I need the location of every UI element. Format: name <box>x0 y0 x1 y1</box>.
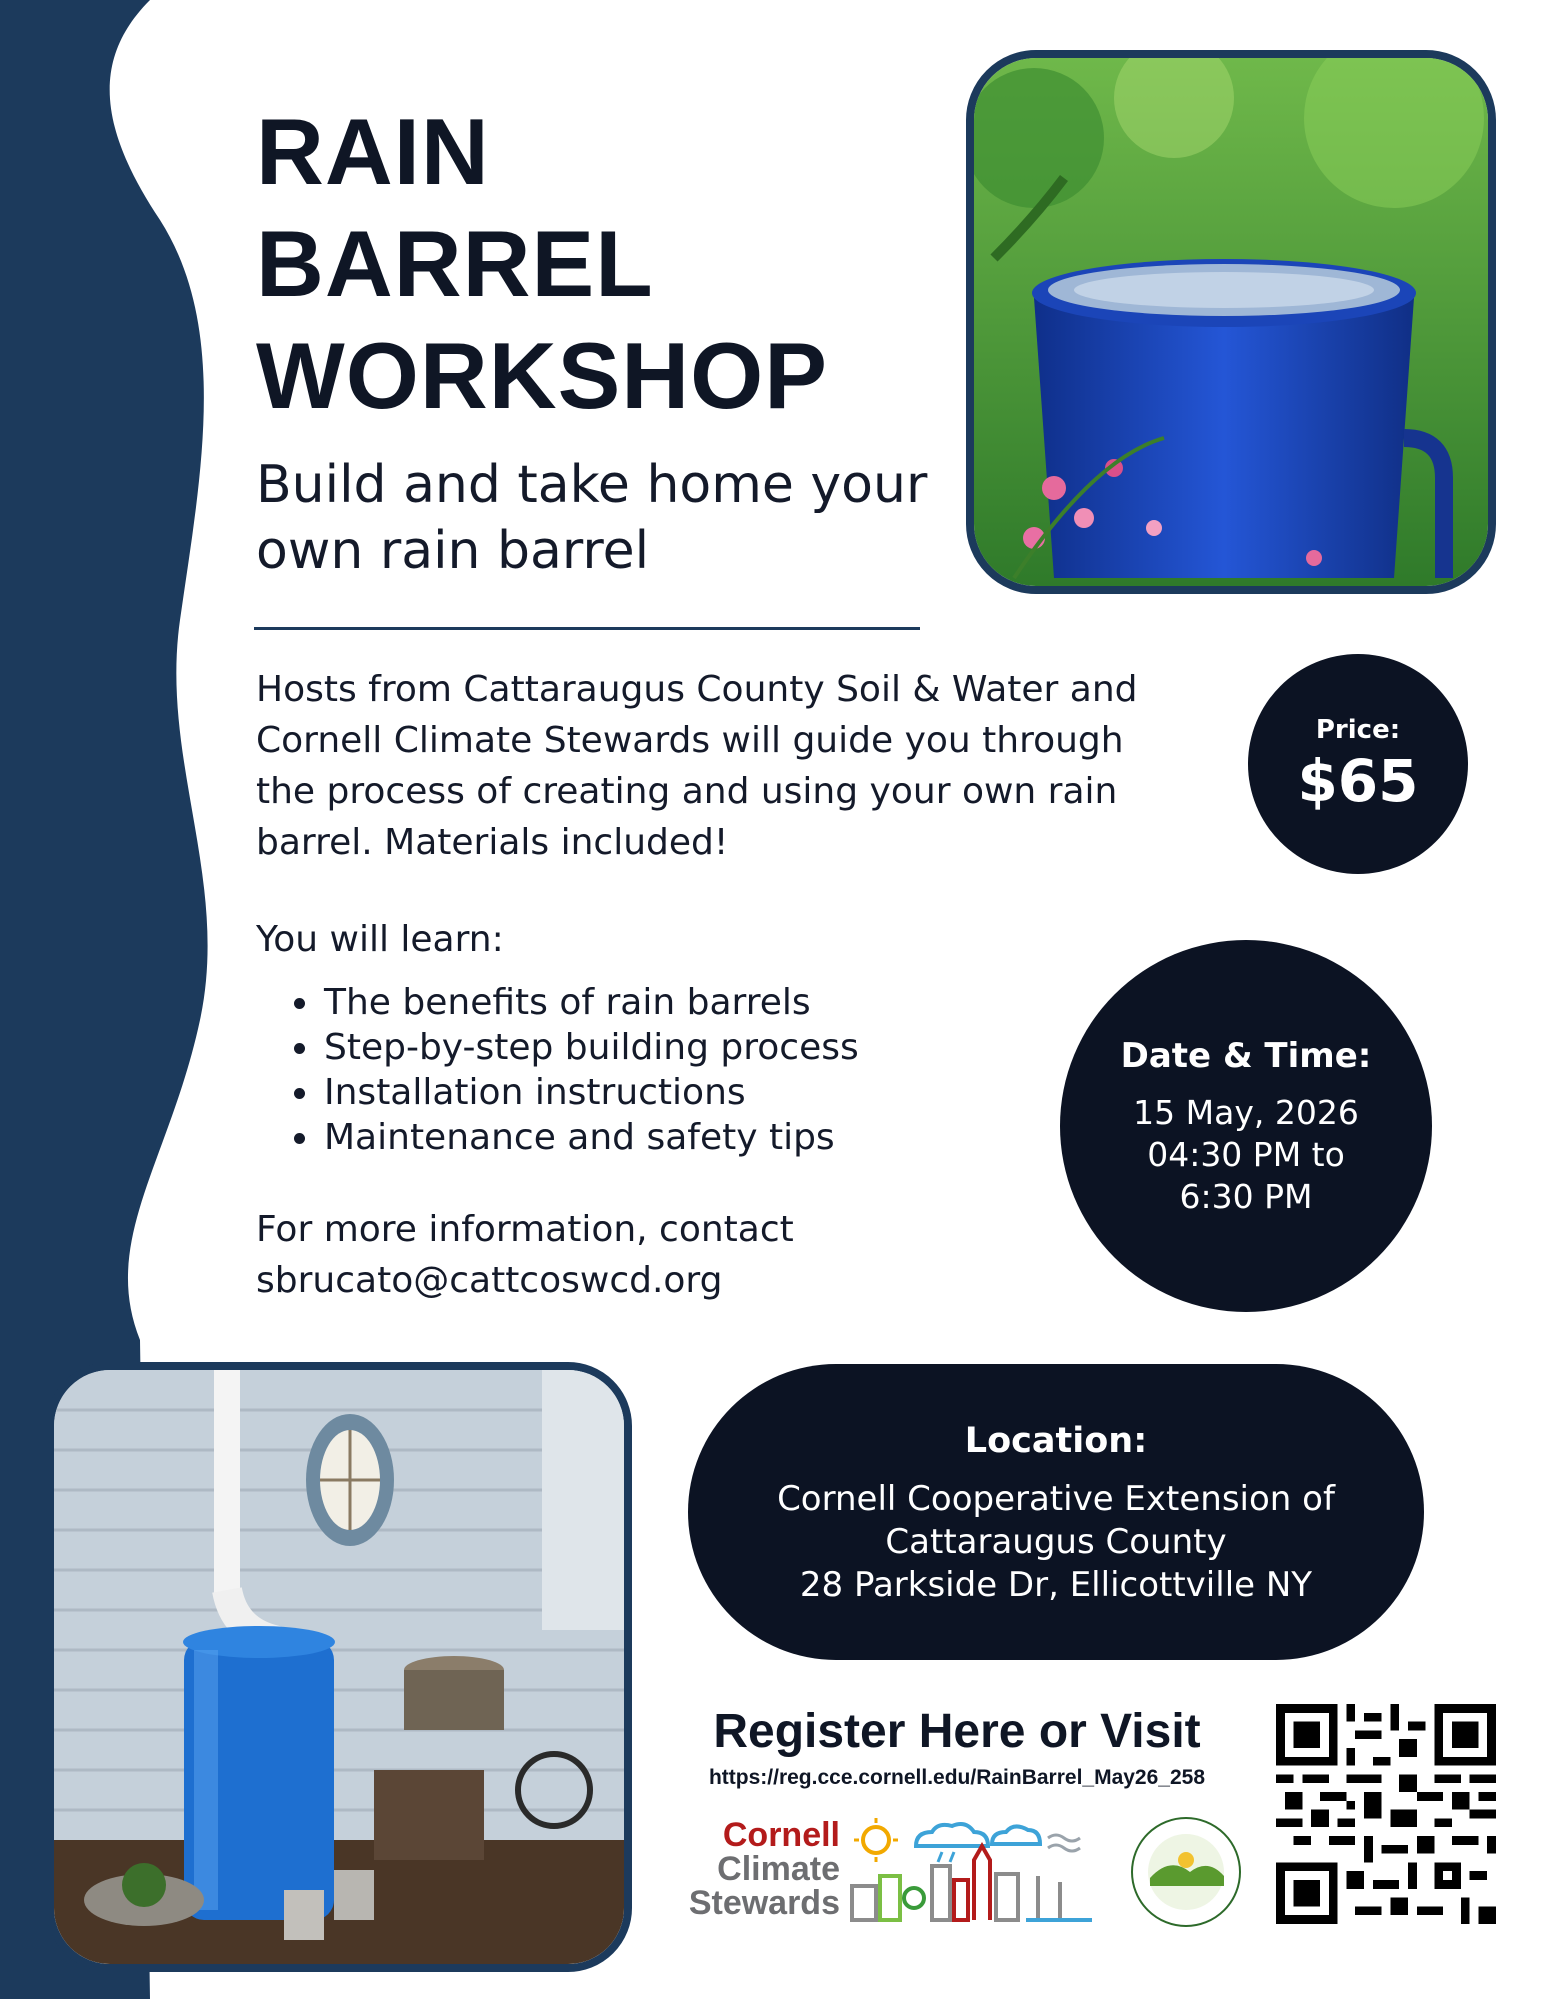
date-line: 15 May, 2026 <box>1133 1093 1359 1132</box>
list-item: • Maintenance and safety tips <box>322 1115 859 1160</box>
workshop-title <box>256 96 828 432</box>
contact-email[interactable]: sbrucato@cattcoswcd.org <box>256 1260 723 1301</box>
contact-line: For more information, contact <box>256 1209 794 1250</box>
cattaraugus-county-soil-water-logo <box>1130 1816 1242 1928</box>
contact-info <box>256 1204 956 1306</box>
location-line: Cornell Cooperative Extension of <box>777 1478 1335 1519</box>
rain-barrel-house-photo <box>46 1362 632 1972</box>
intro-paragraph: Hosts from Cattaraugus County Soil & Water and Cornell Climate Stewards will guide you through the process of creating and using your own rain barrel. Materials included! <box>256 669 1138 863</box>
title-line-3: WORKSHOP <box>256 323 828 428</box>
price-label: Price: <box>1315 715 1401 745</box>
logo-cornell-text: Cornell <box>722 1816 840 1854</box>
learn-heading: You will learn: <box>256 919 504 960</box>
title-line-2: BARREL <box>256 211 654 316</box>
cornell-climate-stewards-logo <box>660 1818 840 1920</box>
rain-barrel-garden-photo <box>966 50 1496 594</box>
date-time-badge <box>1060 940 1432 1312</box>
price-badge <box>1248 654 1468 874</box>
location-address: 28 Parkside Dr, Ellicottville NY <box>799 1564 1313 1605</box>
location-label: Location: <box>964 1420 1148 1461</box>
location-line: Cattaraugus County <box>885 1521 1227 1562</box>
qr-code-icon[interactable] <box>1276 1704 1496 1924</box>
time-start-line: 04:30 PM to <box>1147 1135 1345 1174</box>
title-line-1: RAIN <box>256 99 490 204</box>
logo-stewards-text: Stewards <box>688 1884 840 1922</box>
list-item: • Installation instructions <box>322 1070 859 1115</box>
list-item: • Step-by-step building process <box>322 1025 859 1070</box>
skyline-icon <box>842 1816 1102 1926</box>
time-end-line: 6:30 PM <box>1179 1177 1313 1216</box>
register-heading: Register Here or Visit <box>713 1705 1201 1758</box>
register-url-link[interactable]: https://reg.cce.cornell.edu/RainBarrel_May26_258 <box>708 1766 1206 1789</box>
logo-climate-text: Climate <box>717 1850 840 1888</box>
divider-rule <box>254 627 920 630</box>
date-label: Date & Time: <box>1120 1036 1372 1076</box>
subtitle: Build and take home your own rain barrel <box>256 455 928 581</box>
location-badge <box>688 1364 1424 1660</box>
price-value: $65 <box>1297 747 1419 815</box>
list-item: • The benefits of rain barrels <box>322 980 859 1025</box>
learn-list <box>256 980 859 1160</box>
